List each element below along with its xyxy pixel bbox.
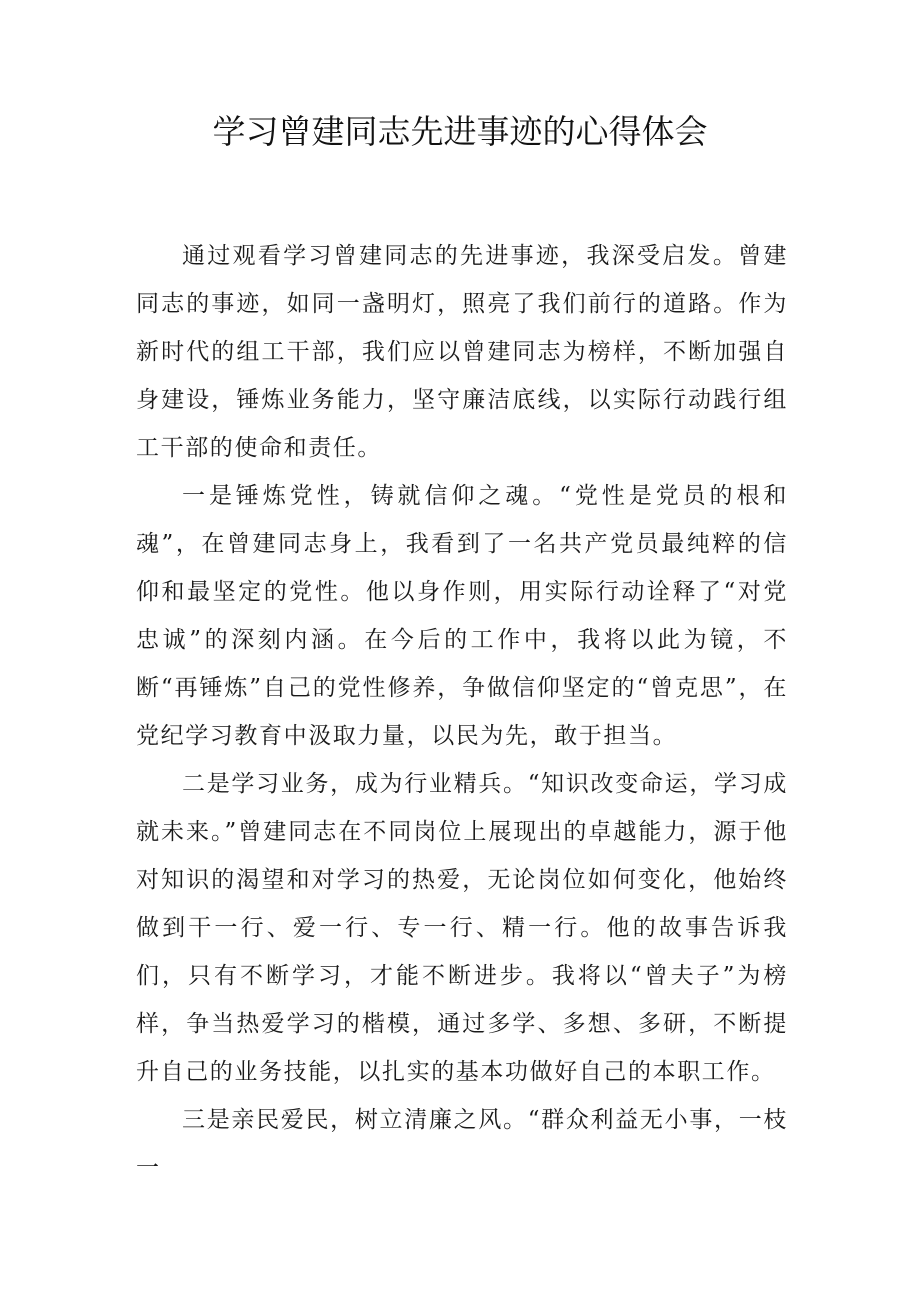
paragraph-point-three: 三是亲民爱民，树立清廉之风。“群众利益无小事，一枝一	[136, 1107, 788, 1181]
document-body	[136, 232, 788, 1192]
page-title: 学习曾建同志先进事迹的心得体会	[212, 112, 708, 151]
paragraph-point-two: 二是学习业务，成为行业精兵。“知识改变命运，学习成就未来。”曾建同志在不同岗位上展现出的卓越能力，源于他对知识的渴望和对学习的热爱，无论岗位如何变化，他始终做到干一行、爱一行、专一行、精一行。他的故事告诉我们，只有不断学习，才能不断进步。我将以“曾夫子”为榜样，争当热爱学习的楷模，通过多学、多想、多研，不断提升自己的业务技能，以扎实的基本功做好自己的本职工作。	[136, 771, 788, 1085]
paragraph-intro: 通过观看学习曾建同志的先进事迹，我深受启发。曾建同志的事迹，如同一盏明灯，照亮了我们前行的道路。作为新时代的组工干部，我们应以曾建同志为榜样，不断加强自身建设，锤炼业务能力，坚守廉洁底线，以实际行动践行组工干部的使命和责任。	[136, 243, 788, 461]
paragraph-point-one: 一是锤炼党性，铸就信仰之魂。“党性是党员的根和魂”，在曾建同志身上，我看到了一名共产党员最纯粹的信仰和最坚定的党性。他以身作则，用实际行动诠释了“对党忠诚”的深刻内涵。在今后的工作中，我将以此为镜，不断“再锤炼”自己的党性修养，争做信仰坚定的“曾克思”，在党纪学习教育中汲取力量，以民为先，敢于担当。	[136, 483, 788, 749]
